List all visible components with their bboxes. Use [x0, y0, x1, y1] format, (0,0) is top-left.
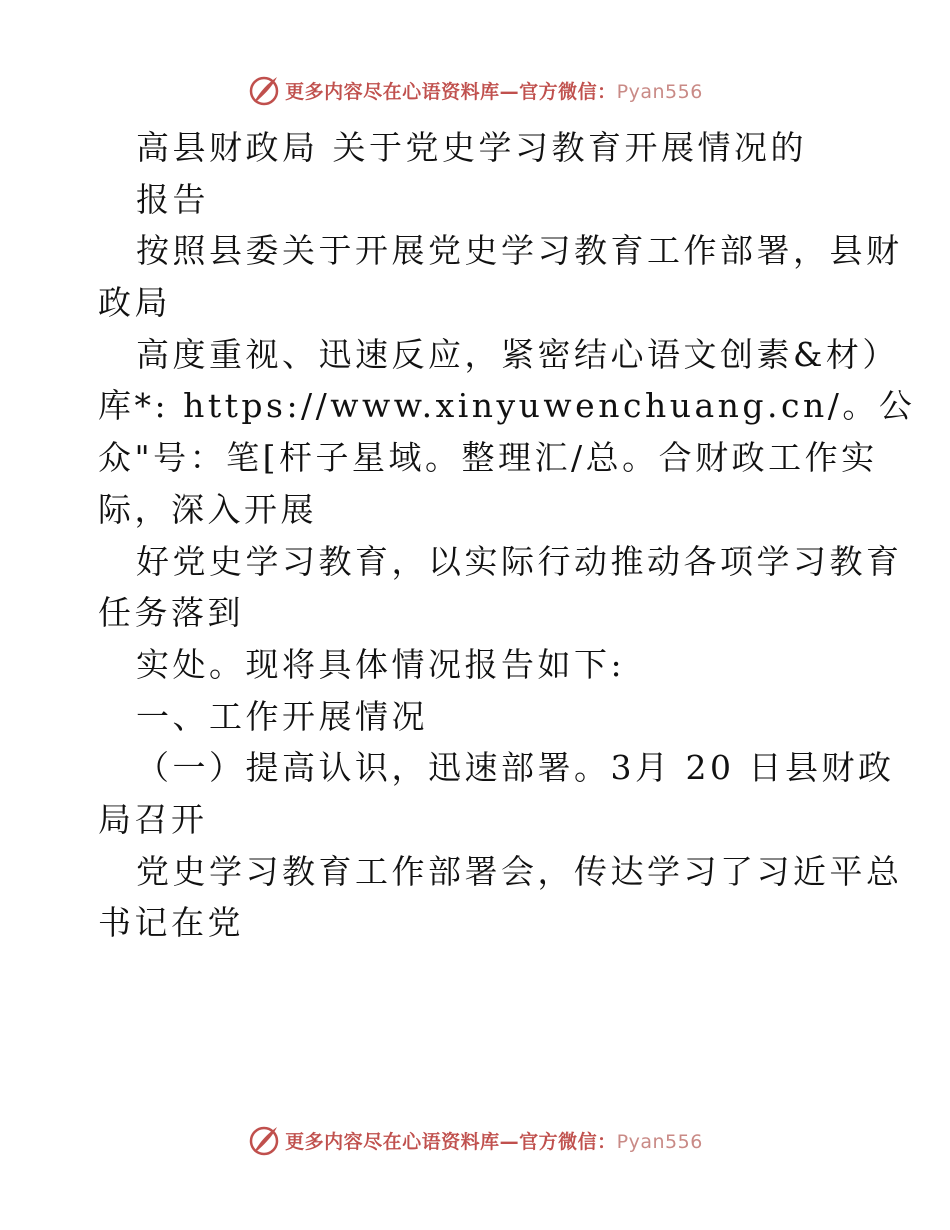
- paragraph-line: 好党史学习教育，以实际行动推动各项学习教育: [136, 541, 903, 581]
- subsection-heading: （一）提高认识，迅速部署。3月 20 日县财政: [136, 748, 895, 788]
- header-banner: [0, 70, 950, 110]
- document-title-line-2: 报告: [136, 179, 209, 219]
- paragraph-line: 局召开: [98, 799, 208, 839]
- paragraph-line: 际，深入开展: [98, 489, 317, 529]
- paragraph-line: 众"号：笔[杆子星域。整理汇/总。合财政工作实: [98, 438, 878, 478]
- paragraph-line: 实处。现将具体情况报告如下:: [136, 644, 626, 684]
- paragraph-line: 按照县委关于开展党史学习教育工作部署，县财: [136, 231, 903, 271]
- paragraph-line: 任务落到: [98, 593, 244, 633]
- banner-wechat-id: Pyan556: [616, 1130, 703, 1153]
- banner-label: 更多内容尽在心语资料库—官方微信：: [285, 80, 617, 103]
- paragraph-line: 政局: [98, 283, 171, 323]
- paragraph-line: 库*: https://www.xinyuwenchuang.cn/。公: [98, 386, 916, 426]
- section-heading: 一、工作开展情况: [136, 696, 428, 736]
- banner-text: [285, 1127, 703, 1154]
- quill-pen-logo-icon: [247, 73, 281, 107]
- document-body: [98, 122, 916, 949]
- paragraph-line: 高度重视、迅速反应，紧密结心语文创素&材）: [136, 334, 899, 374]
- banner-wechat-id: Pyan556: [616, 80, 703, 103]
- banner-text: [285, 77, 703, 104]
- document-title-line-1: 高县财政局 关于党史学习教育开展情况的: [136, 128, 807, 167]
- paragraph-line: 书记在党: [98, 903, 244, 943]
- banner-label: 更多内容尽在心语资料库—官方微信：: [285, 1130, 617, 1153]
- quill-pen-logo-icon: [247, 1123, 281, 1157]
- footer-banner: [0, 1120, 950, 1160]
- paragraph-line: 党史学习教育工作部署会，传达学习了习近平总: [136, 851, 903, 891]
